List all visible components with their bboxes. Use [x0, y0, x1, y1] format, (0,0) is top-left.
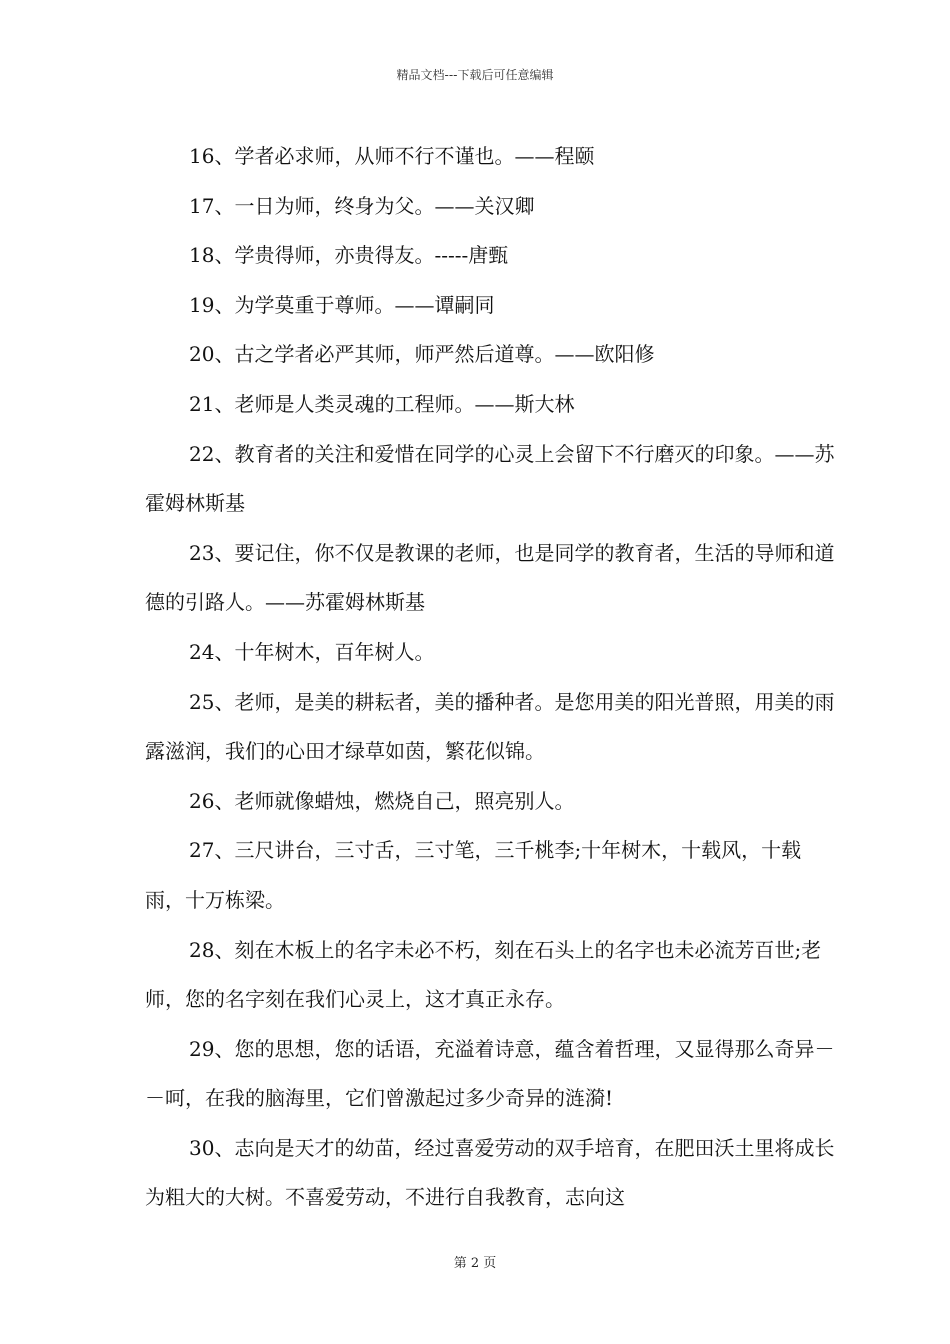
page-header: 精品文档---下载后可任意编辑 [396, 68, 554, 82]
quote-paragraph-18: 18、学贵得师，亦贵得友。-----唐甄 [189, 243, 509, 268]
quote-paragraph-21: 21、老师是人类灵魂的工程师。——斯大林 [189, 391, 575, 416]
quote-paragraph-16: 16、学者必求师，从师不行不谨也。——程颐 [189, 144, 595, 168]
quote-paragraph-26: 26、老师就像蜡烛，燃烧自己，照亮别人。 [189, 788, 575, 813]
quote-paragraph-23: 23、要记住，你不仅是教课的老师，也是同学的教育者，生活的导师和道德的引路人。——苏霍姆林斯基 [145, 540, 835, 615]
quote-paragraph-20: 20、古之学者必严其师，师严然后道尊。——欧阳修 [189, 342, 655, 367]
quote-paragraph-19: 19、为学莫重于尊师。——谭嗣同 [189, 292, 495, 317]
quote-paragraph-28: 28、刻在木板上的名字未必不朽，刻在石头上的名字也未必流芳百世;老师，您的名字刻在我们心灵上，这才真正永存。 [145, 937, 822, 1012]
quote-paragraph-29: 29、您的思想，您的话语，充溢着诗意，蕴含着哲理，又显得那么奇异－－呵，在我的脑海里，它们曾激起过多少奇异的涟漪! [145, 1036, 835, 1111]
quote-paragraph-27: 27、三尺讲台，三寸舌，三寸笔，三千桃李;十年树木，十载风，十载雨，十万栋梁。 [145, 838, 802, 912]
document-body [145, 132, 835, 1223]
quote-paragraph-22: 22、教育者的关注和爱惜在同学的心灵上会留下不行磨灭的印象。——苏霍姆林斯基 [145, 441, 835, 516]
quote-paragraph-17: 17、一日为师，终身为父。——关汉卿 [189, 193, 535, 218]
quote-paragraph-30: 30、志向是天才的幼苗，经过喜爱劳动的双手培育，在肥田沃土里将成长为粗大的大树。不喜爱劳动，不进行自我教育，志向这 [145, 1135, 835, 1210]
page-number: 第 2 页 [453, 1256, 497, 1271]
quote-paragraph-25: 25、老师，是美的耕耘者，美的播种者。是您用美的阳光普照，用美的雨露滋润，我们的心田才绿草如茵，繁花似锦。 [145, 689, 835, 764]
quote-paragraph-24: 24、十年树木，百年树人。 [189, 639, 435, 664]
